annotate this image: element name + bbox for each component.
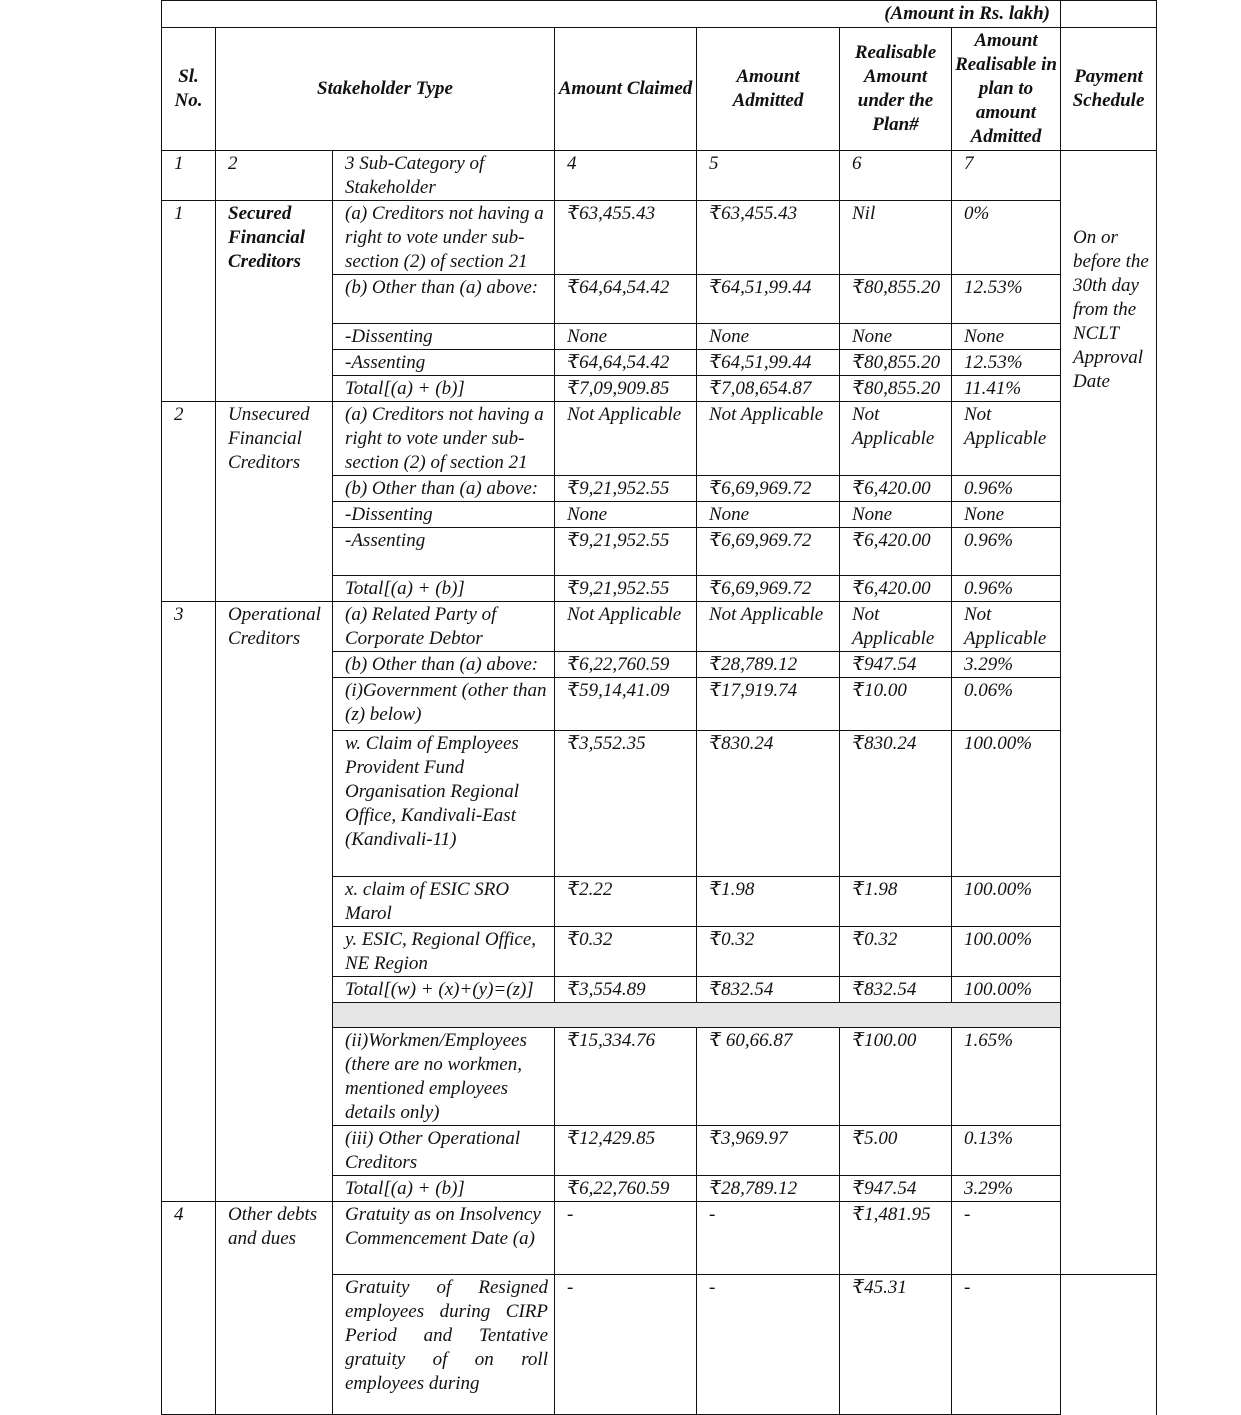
realisable-pct: None <box>952 502 1061 528</box>
header-row <box>162 28 1157 151</box>
sub-category: (ii)Workmen/Employees (there are no workmen, mentioned employees details only) <box>333 1028 555 1126</box>
amount-admitted: None <box>697 324 840 350</box>
table-row <box>162 201 1157 275</box>
sub-category: -Assenting <box>333 528 555 576</box>
sub-category: Total[(a) + (b)] <box>333 1176 555 1202</box>
amount-admitted: ₹17,919.74 <box>697 678 840 731</box>
sub-category: Gratuity of Resigned employees during CIRP Period and Tentative gratuity of on roll employees during <box>333 1275 555 1415</box>
realisable-pct: 0.06% <box>952 678 1061 731</box>
amount-claimed: - <box>555 1275 697 1415</box>
sl-no: 1 <box>162 201 216 402</box>
col-num-3: 3 Sub-Category of Stakeholder <box>333 151 555 201</box>
realisable-pct: 0.96% <box>952 576 1061 602</box>
amount-claimed: ₹2.22 <box>555 877 697 927</box>
amount-admitted: Not Applicable <box>697 402 840 476</box>
realisable-amount: ₹0.32 <box>840 927 952 977</box>
realisable-pct: 0.96% <box>952 528 1061 576</box>
amount-claimed: None <box>555 324 697 350</box>
realisable-pct: Not Applicable <box>952 402 1061 476</box>
table-row <box>162 602 1157 652</box>
amount-admitted: ₹6,69,969.72 <box>697 476 840 502</box>
realisable-amount: ₹1.98 <box>840 877 952 927</box>
realisable-amount: ₹6,420.00 <box>840 476 952 502</box>
realisable-amount: ₹100.00 <box>840 1028 952 1126</box>
sub-category: (b) Other than (a) above: <box>333 275 555 324</box>
amount-admitted: None <box>697 502 840 528</box>
amount-admitted: - <box>697 1202 840 1275</box>
realisable-pct: 0% <box>952 201 1061 275</box>
blank-cell <box>1061 1 1157 28</box>
amount-claimed: ₹0.32 <box>555 927 697 977</box>
amount-admitted: ₹63,455.43 <box>697 201 840 275</box>
realisable-amount: ₹45.31 <box>840 1275 952 1415</box>
amount-claimed: ₹15,334.76 <box>555 1028 697 1126</box>
amount-admitted: Not Applicable <box>697 602 840 652</box>
payment-schedule-cell: On or before the 30th day from the NCLT Approval Date <box>1061 151 1157 1275</box>
realisable-pct: 3.29% <box>952 652 1061 678</box>
amount-claimed: Not Applicable <box>555 402 697 476</box>
realisable-pct: 3.29% <box>952 1176 1061 1202</box>
realisable-amount: None <box>840 502 952 528</box>
table-row <box>162 1202 1157 1275</box>
realisable-amount: ₹947.54 <box>840 652 952 678</box>
col-num-6: 6 <box>840 151 952 201</box>
realisable-pct: None <box>952 324 1061 350</box>
sub-category: -Assenting <box>333 350 555 376</box>
realisable-pct: 100.00% <box>952 977 1061 1003</box>
realisable-amount: ₹6,420.00 <box>840 576 952 602</box>
amount-admitted: ₹28,789.12 <box>697 652 840 678</box>
realisable-pct: 100.00% <box>952 877 1061 927</box>
col-num-5: 5 <box>697 151 840 201</box>
col-num-4: 4 <box>555 151 697 201</box>
stakeholder-type: Other debts and dues <box>216 1202 333 1415</box>
amount-admitted: ₹830.24 <box>697 731 840 877</box>
amount-admitted: ₹ 60,66.87 <box>697 1028 840 1126</box>
realisable-amount: ₹80,855.20 <box>840 376 952 402</box>
amount-claimed: ₹6,22,760.59 <box>555 1176 697 1202</box>
sub-category: (iii) Other Operational Creditors <box>333 1126 555 1176</box>
amount-admitted: ₹6,69,969.72 <box>697 576 840 602</box>
table-row <box>162 402 1157 476</box>
amount-claimed: ₹12,429.85 <box>555 1126 697 1176</box>
realisable-amount: ₹947.54 <box>840 1176 952 1202</box>
sub-category: Total[(w) + (x)+(y)=(z)] <box>333 977 555 1003</box>
sub-category: Gratuity as on Insolvency Commencement Date (a) <box>333 1202 555 1275</box>
stakeholder-type: Unsecured Financial Creditors <box>216 402 333 602</box>
header-amount-realisable-pct: Amount Realisable in plan to amount Admitted <box>952 28 1061 151</box>
amount-claimed: ₹9,21,952.55 <box>555 576 697 602</box>
realisable-amount: None <box>840 324 952 350</box>
realisable-amount: ₹10.00 <box>840 678 952 731</box>
amount-claimed: ₹64,64,54.42 <box>555 275 697 324</box>
sl-no: 3 <box>162 602 216 1202</box>
amount-claimed: ₹3,552.35 <box>555 731 697 877</box>
realisable-pct: 1.65% <box>952 1028 1061 1126</box>
header-amount-admitted: Amount Admitted <box>697 28 840 151</box>
realisable-amount: ₹1,481.95 <box>840 1202 952 1275</box>
realisable-pct: 0.96% <box>952 476 1061 502</box>
col-num-7: 7 <box>952 151 1061 201</box>
realisable-amount: Nil <box>840 201 952 275</box>
header-stakeholder-type: Stakeholder Type <box>216 28 555 151</box>
realisable-pct: 100.00% <box>952 927 1061 977</box>
realisable-amount: Not Applicable <box>840 402 952 476</box>
amount-claimed: Not Applicable <box>555 602 697 652</box>
amount-claimed: ₹9,21,952.55 <box>555 476 697 502</box>
realisable-pct: 12.53% <box>952 350 1061 376</box>
sub-category: (a) Creditors not having a right to vote under sub-section (2) of section 21 <box>333 402 555 476</box>
sub-category: w. Claim of Employees Provident Fund Organisation Regional Office, Kandivali-East (Kandivali-11) <box>333 731 555 877</box>
amount-unit-note: (Amount in Rs. lakh) <box>162 1 1061 28</box>
sub-category: Total[(a) + (b)] <box>333 576 555 602</box>
sl-no: 2 <box>162 402 216 602</box>
stakeholder-type: Operational Creditors <box>216 602 333 1202</box>
sub-category: -Dissenting <box>333 324 555 350</box>
amount-admitted: ₹64,51,99.44 <box>697 275 840 324</box>
realisable-amount: Not Applicable <box>840 602 952 652</box>
amount-admitted: ₹6,69,969.72 <box>697 528 840 576</box>
amount-claimed: ₹64,64,54.42 <box>555 350 697 376</box>
amount-claimed: None <box>555 502 697 528</box>
realisable-amount: ₹80,855.20 <box>840 275 952 324</box>
realisable-pct: - <box>952 1275 1061 1415</box>
sub-category: (b) Other than (a) above: <box>333 652 555 678</box>
stakeholder-type: Secured Financial Creditors <box>216 201 333 402</box>
realisable-amount: ₹80,855.20 <box>840 350 952 376</box>
realisable-amount: ₹832.54 <box>840 977 952 1003</box>
realisable-pct: - <box>952 1202 1061 1275</box>
sub-category: (a) Creditors not having a right to vote under sub-section (2) of section 21 <box>333 201 555 275</box>
realisable-pct: 12.53% <box>952 275 1061 324</box>
stakeholder-table <box>161 0 1157 1415</box>
column-number-row <box>162 151 1157 201</box>
header-amount-claimed: Amount Claimed <box>555 28 697 151</box>
sub-category: y. ESIC, Regional Office, NE Region <box>333 927 555 977</box>
col-num-1: 1 <box>162 151 216 201</box>
spacer-cell <box>333 1003 1061 1028</box>
amount-claimed: ₹6,22,760.59 <box>555 652 697 678</box>
sub-category: -Dissenting <box>333 502 555 528</box>
amount-claimed: - <box>555 1202 697 1275</box>
amount-claimed: ₹63,455.43 <box>555 201 697 275</box>
sub-category: x. claim of ESIC SRO Marol <box>333 877 555 927</box>
amount-admitted: ₹64,51,99.44 <box>697 350 840 376</box>
col-num-2: 2 <box>216 151 333 201</box>
realisable-amount: ₹830.24 <box>840 731 952 877</box>
realisable-amount: ₹6,420.00 <box>840 528 952 576</box>
realisable-pct: 0.13% <box>952 1126 1061 1176</box>
amount-admitted: ₹3,969.97 <box>697 1126 840 1176</box>
realisable-pct: Not Applicable <box>952 602 1061 652</box>
sl-no: 4 <box>162 1202 216 1415</box>
amount-claimed: ₹9,21,952.55 <box>555 528 697 576</box>
realisable-pct: 100.00% <box>952 731 1061 877</box>
amount-admitted: ₹7,08,654.87 <box>697 376 840 402</box>
amount-claimed: ₹59,14,41.09 <box>555 678 697 731</box>
header-payment-schedule: Payment Schedule <box>1061 28 1157 151</box>
sub-category: (b) Other than (a) above: <box>333 476 555 502</box>
sub-category: Total[(a) + (b)] <box>333 376 555 402</box>
amount-admitted: ₹1.98 <box>697 877 840 927</box>
sub-category: (a) Related Party of Corporate Debtor <box>333 602 555 652</box>
sub-category: (i)Government (other than (z) below) <box>333 678 555 731</box>
realisable-pct: 11.41% <box>952 376 1061 402</box>
amount-admitted: ₹832.54 <box>697 977 840 1003</box>
amount-claimed: ₹7,09,909.85 <box>555 376 697 402</box>
amount-admitted: - <box>697 1275 840 1415</box>
realisable-amount: ₹5.00 <box>840 1126 952 1176</box>
header-sl-no: Sl. No. <box>162 28 216 151</box>
amount-claimed: ₹3,554.89 <box>555 977 697 1003</box>
amount-admitted: ₹0.32 <box>697 927 840 977</box>
amount-admitted: ₹28,789.12 <box>697 1176 840 1202</box>
header-realisable-amount: Realisable Amount under the Plan# <box>840 28 952 151</box>
